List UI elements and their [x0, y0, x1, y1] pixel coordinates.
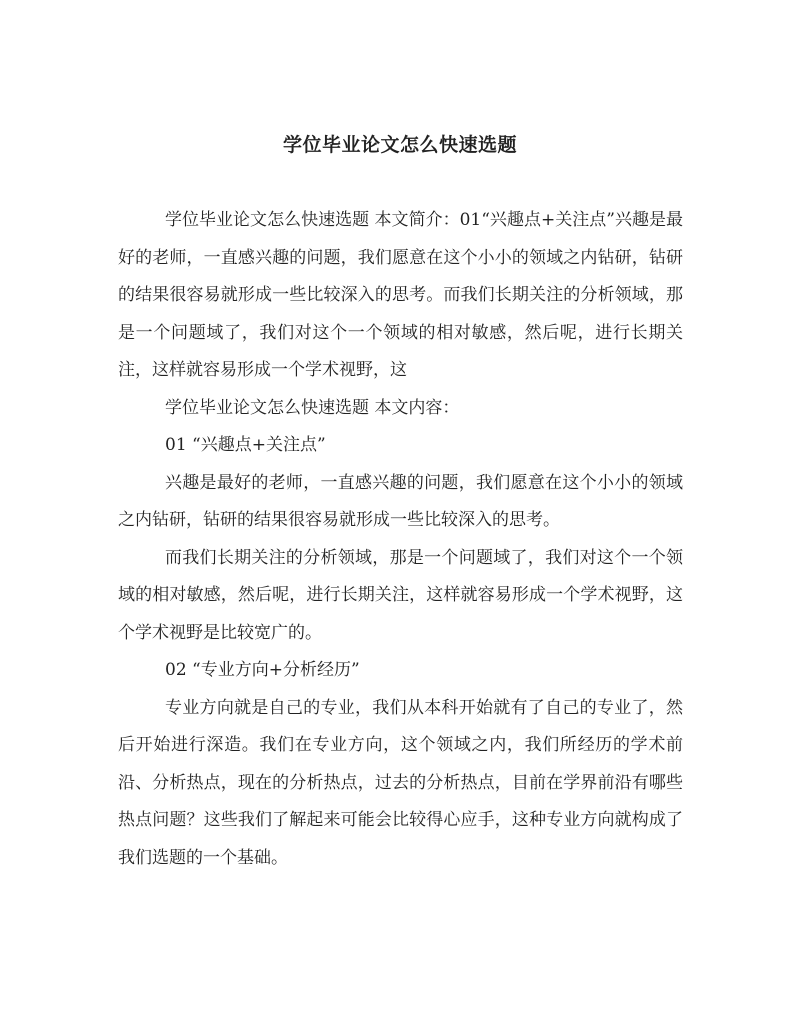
section-heading-01: 01 “兴趣点+关注点” — [165, 435, 326, 455]
document-body — [118, 202, 683, 877]
document-title: 学位毕业论文怎么快速选题 — [282, 134, 517, 156]
paragraph-intro: 学位毕业论文怎么快速选题 本文简介：01“兴趣点+关注点”兴趣是最好的老师，一直感兴趣的问题，我们愿意在这个小小的领域之内钻研，钻研的结果很容易就形成一些比较深入的思考。而我们长期关注的分析领域，那是一个问题域了，我们对这个一个领域的相对敏感，然后呢，进行长期关注，这样就容易形成一个学术视野，这 — [118, 210, 683, 380]
paragraph-content-label: 学位毕业论文怎么快速选题 本文内容： — [165, 397, 460, 418]
paragraph-major: 专业方向就是自己的专业，我们从本科开始就有了自己的专业了，然后开始进行深造。我们在专业方向，这个领域之内，我们所经历的学术前沿、分析热点，现在的分析热点，过去的分析热点，目前在学界前沿有哪些热点问题？这些我们了解起来可能会比较得心应手，这种专业方向就构成了我们选题的一个基础。 — [118, 697, 683, 868]
paragraph-focus: 而我们长期关注的分析领域，那是一个问题域了，我们对这个一个领域的相对敏感，然后呢，进行长期关注，这样就容易形成一个学术视野，这个学术视野是比较宽广的。 — [118, 547, 683, 643]
paragraph-interest: 兴趣是最好的老师，一直感兴趣的问题，我们愿意在这个小小的领域之内钻研，钻研的结果很容易就形成一些比较深入的思考。 — [118, 472, 683, 530]
section-heading-02: 02 “专业方向+分析经历” — [165, 660, 360, 680]
